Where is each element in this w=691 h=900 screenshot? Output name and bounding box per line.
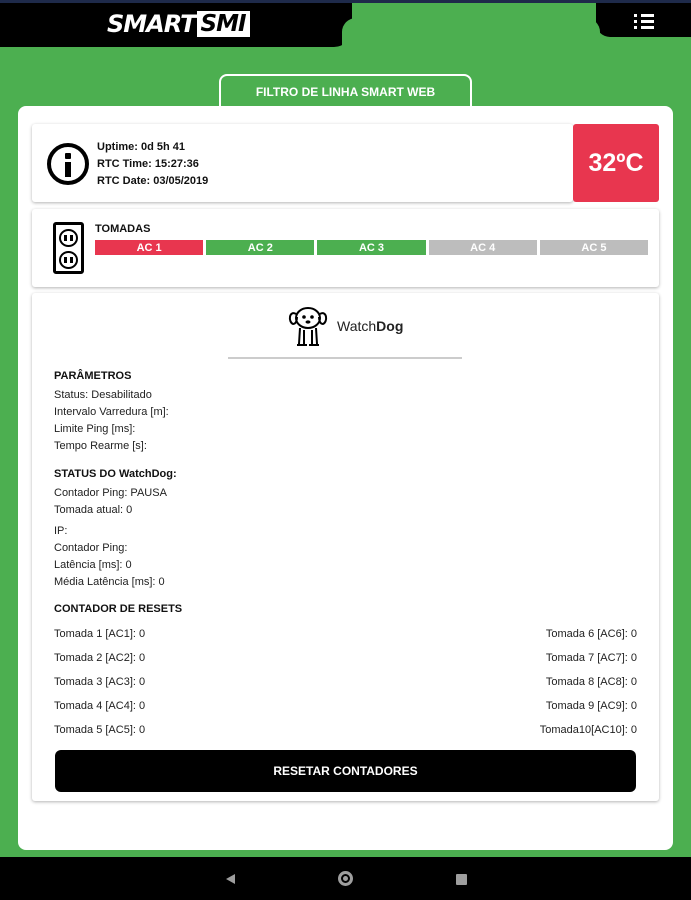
temperature-badge [573,124,659,202]
rtc-date-text: RTC Date: 03/05/2019 [97,175,209,187]
header-tab-notch [342,18,600,47]
home-icon[interactable] [338,871,353,886]
outlet-chip-ac5[interactable]: AC 5 [540,240,648,255]
param-ping-limit: Limite Ping [ms]: [54,423,136,435]
outlet-status-bar [95,240,648,255]
watchdog-brand: WatchDog [337,318,404,334]
rtc-time-text: RTC Time: 15:27:36 [97,158,199,170]
reset-count-ac8: Tomada 8 [AC8]: 0 [545,676,637,688]
reset-counters-label: RESETAR CONTADORES [273,764,418,778]
power-outlet-icon [53,222,84,274]
ping-counter: Contador Ping: [54,542,128,554]
reset-counters-button[interactable] [55,750,636,792]
reset-count-ac5: Tomada 5 [AC5]: 0 [54,724,146,736]
reset-count-ac3: Tomada 3 [AC3]: 0 [54,676,146,688]
reset-count-ac10: Tomada10[AC10]: 0 [539,724,637,736]
param-rearm-time: Tempo Rearme [s]: [54,440,147,452]
app-logo [107,10,250,38]
dog-icon [287,302,329,348]
reset-count-ac7: Tomada 7 [AC7]: 0 [545,652,637,664]
reset-count-ac2: Tomada 2 [AC2]: 0 [54,652,146,664]
menu-icon[interactable] [634,14,654,30]
page-title-tab [219,74,472,107]
watchdog-status-title: STATUS DO WatchDog: [54,468,177,480]
outlet-chip-ac3[interactable]: AC 3 [317,240,425,255]
uptime-text: Uptime: 0d 5h 41 [97,141,186,153]
ip-address: IP: [54,525,68,537]
app-header [0,0,691,47]
params-title: PARÂMETROS [54,370,132,382]
outlet-chip-ac4[interactable]: AC 4 [429,240,537,255]
reset-count-ac1: Tomada 1 [AC1]: 0 [54,628,146,640]
param-status: Status: Desabilitado [54,389,152,401]
reset-count-ac4: Tomada 4 [AC4]: 0 [54,700,146,712]
ping-counter-status: Contador Ping: PAUSA [54,487,167,499]
divider [228,357,462,359]
reset-count-ac9: Tomada 9 [AC9]: 0 [545,700,637,712]
outlet-chip-ac1[interactable]: AC 1 [95,240,203,255]
latency: Latência [ms]: 0 [54,559,132,571]
reset-count-ac6: Tomada 6 [AC6]: 0 [545,628,637,640]
device-info-text [97,139,208,190]
recent-apps-icon[interactable] [456,874,467,885]
temperature-value: 32ºC [588,148,644,177]
resets-title: CONTADOR DE RESETS [54,603,183,615]
outlet-chip-ac2[interactable]: AC 2 [206,240,314,255]
param-scan-interval: Intervalo Varredura [m]: [54,406,169,418]
outlets-title: TOMADAS [95,223,151,235]
current-outlet: Tomada atual: 0 [54,504,133,516]
logo-text-smi: SMI [197,11,250,37]
average-latency: Média Latência [ms]: 0 [54,576,165,588]
back-icon[interactable] [226,874,235,884]
logo-text-smart: SMART [107,10,196,38]
info-icon [47,143,89,185]
page-title: FILTRO DE LINHA SMART WEB [255,84,436,99]
